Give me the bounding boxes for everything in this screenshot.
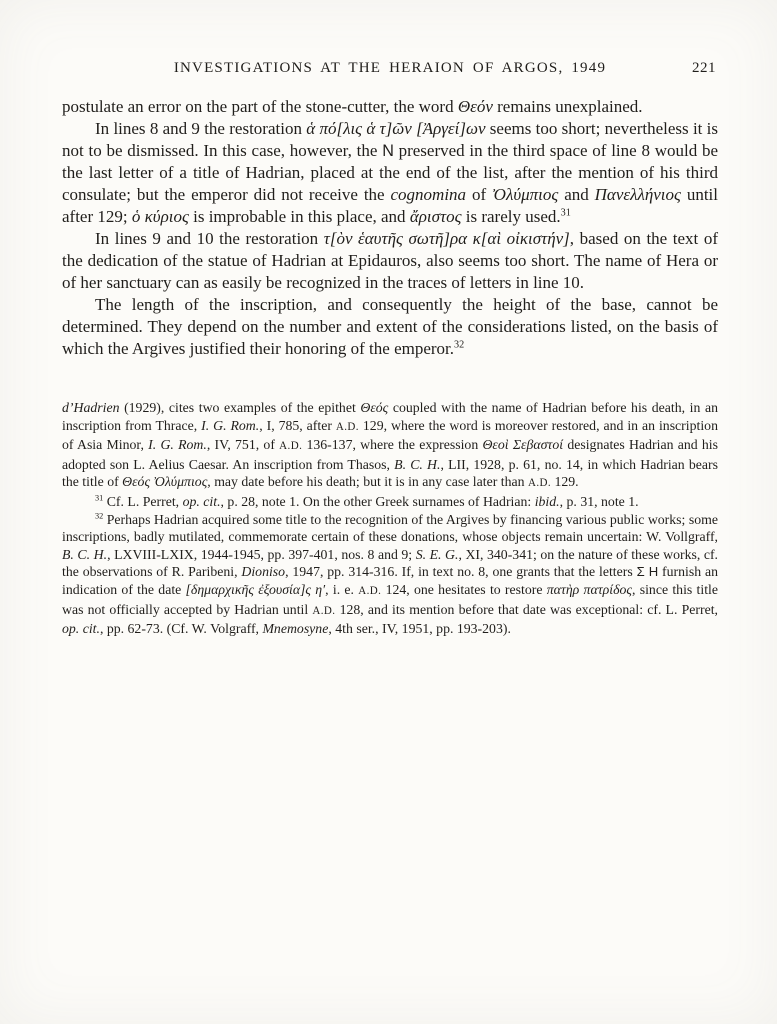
greek-phrase: Θεός — [360, 400, 389, 415]
text-run: , since this title was not officially accepted by Hadrian until — [62, 581, 718, 617]
greek-phrase: Πανελλήνιος — [594, 185, 681, 204]
body-paragraph-continuation — [62, 96, 718, 118]
page-number: 221 — [692, 60, 716, 76]
text-run: 124, one hesitates to restore — [381, 581, 547, 597]
greek-phrase: πατὴρ πατρίδος — [546, 581, 633, 597]
body-paragraph-lines-9-10 — [62, 228, 718, 294]
italic-citation: op. cit. — [182, 493, 221, 509]
small-caps-abbrev: A.D. — [527, 477, 552, 490]
italic-citation: I. G. Rom. — [201, 417, 260, 433]
text-run: In lines 9 and 10 the restoration — [95, 229, 324, 248]
text-run: , XI, 340-341; on the nature of these works, cf. the observations of R. Paribeni, — [62, 546, 719, 580]
greek-phrase: ἁ πό[λις ἁ τ]ῶν [Ἀργεί]ων — [306, 119, 486, 138]
greek-phrase: ὁ κύριος — [131, 207, 189, 226]
inscription-letter: Σ H — [636, 564, 659, 580]
body-paragraph-lines-8-9 — [62, 118, 718, 228]
small-caps-abbrev: A.D. — [358, 584, 382, 597]
text-run: , 1947, pp. 314-316. If, in text no. 8, one grants that the letters — [285, 564, 637, 580]
footnote-reference: 32 — [454, 339, 465, 351]
italic-citation: d’Hadrien — [62, 400, 120, 415]
running-head — [62, 60, 718, 80]
text-run: , p. 31, note 1. — [559, 493, 639, 509]
greek-phrase: τ[ὸν ἑαυτῆς σωτῆ]ρα κ[αὶ οἰκιστήν] — [323, 229, 570, 248]
text-run: In lines 8 and 9 the restoration — [95, 119, 307, 138]
text-run: , i. e. — [325, 581, 359, 597]
italic-citation: S. E. G. — [415, 546, 459, 562]
greek-phrase: Ὀλύμπιος — [492, 185, 559, 204]
text-run: , based on the text of the dedication of the statue of Hadrian at Epidauros, also seems too short. The name of Hera or of her sanctuary can as easily be recognized in the traces of letters in line 10. — [62, 229, 719, 292]
text-run: postulate an error on the part of the stone-cutter, the word — [62, 97, 458, 116]
text-run: 136-137, where the expression — [302, 437, 483, 453]
greek-phrase: [δημαρχικῆς ἐξουσία]ς η′ — [185, 581, 326, 597]
text-run: designates Hadrian and his adopted son L. Aelius Caesar. An inscription from Thasos, — [62, 437, 718, 472]
text-run: , LXVIII-LXIX, 1944-1945, pp. 397-401, nos. 8 and 9; — [107, 546, 416, 562]
footnote-31 — [62, 493, 718, 511]
text-run: is rarely used. — [461, 207, 561, 226]
italic-citation: I. G. Rom. — [148, 437, 207, 453]
text-run: and — [558, 185, 595, 204]
text-run: Perhaps Hadrian acquired some title to the recognition of the Argives by financing various public works; some inscriptions, badly mutilated, commemorate certain of these donations, whose objects remain uncertain: W. Vollgraff, — [62, 511, 718, 545]
small-caps-abbrev: A.D. — [279, 440, 303, 453]
page-title: INVESTIGATIONS AT THE HERAION OF ARGOS, 1949 — [173, 60, 607, 76]
italic-citation: B. C. H. — [394, 456, 441, 472]
text-run: of — [466, 185, 493, 204]
italic-citation: Dioniso — [241, 564, 286, 580]
small-caps-abbrev: A.D. — [335, 420, 359, 433]
footnote-section — [62, 399, 718, 638]
italic-citation: op. cit. — [62, 621, 100, 637]
text-run: is improbable in this place, and — [188, 207, 410, 226]
text-run: , 4th ser., IV, 1951, pp. 193-203). — [328, 621, 511, 637]
small-caps-abbrev: A.D. — [312, 604, 336, 617]
text-run: , pp. 62-73. (Cf. W. Volgraff, — [99, 621, 263, 637]
footnote-reference: 31 — [95, 493, 104, 503]
text-run: furnish an indication of the date — [62, 564, 718, 597]
text-run: , LII, 1928, p. 61, no. 14, in which Hadrian bears the title of — [62, 456, 719, 490]
text-run: , I, 785, after — [259, 417, 336, 433]
text-run: , IV, 751, of — [206, 437, 280, 453]
footnote-reference: 31 — [560, 207, 571, 219]
body-paragraph-length — [62, 294, 718, 360]
text-run: (1929), cites two examples of the epithet — [119, 400, 361, 415]
text-run: Cf. L. Perret, — [103, 493, 183, 509]
greek-phrase: Θεοὶ Σεβαστοί — [482, 437, 564, 453]
italic-citation: ibid. — [534, 493, 560, 509]
body-text — [62, 96, 718, 360]
greek-phrase: Θεόν — [457, 97, 493, 116]
text-run: 128, and its mention before that date was exceptional: cf. L. Perret, — [335, 601, 718, 617]
italic-citation: Mnemosyne — [262, 621, 329, 637]
greek-phrase: Θεός Ὀλύμπιος — [122, 474, 208, 490]
text-run: coupled with the name of Hadrian before his death, in an inscription from Thrace, — [62, 400, 718, 433]
text-run: seems too short; nevertheless it is not to be dismissed. In this case, however, the — [62, 119, 719, 160]
text-run: remains unexplained. — [492, 97, 643, 116]
text-run: until after 129; — [62, 185, 719, 226]
text-run: , may date before his death; but it is in any case later than — [207, 474, 528, 490]
text-run: 129. — [551, 474, 579, 490]
text-run: , p. 28, note 1. On the other Greek surnames of Hadrian: — [220, 493, 535, 509]
text-run: preserved in the third space of line 8 would be the last letter of a title of Hadrian, placed at the end of the list, after the mention of his third consulate; but the emperor did not receive the — [62, 141, 719, 204]
inscription-letter: N — [382, 142, 394, 160]
footnote-reference: 32 — [95, 510, 104, 520]
footnote-continuation — [62, 399, 718, 493]
text-run: The length of the inscription, and consequently the height of the base, cannot be determined. They depend on the number and extent of the considerations listed, on the basis of which the Argives justified their honoring of the emperor. — [62, 295, 718, 358]
text-block — [62, 60, 718, 638]
italic-citation: cognomina — [390, 185, 467, 204]
text-run: 129, where the word is moreover restored, and in an inscription of Asia Minor, — [62, 417, 718, 453]
italic-citation: B. C. H. — [62, 546, 108, 562]
greek-phrase: ἄριστος — [409, 207, 462, 226]
footnote-32 — [62, 511, 718, 638]
